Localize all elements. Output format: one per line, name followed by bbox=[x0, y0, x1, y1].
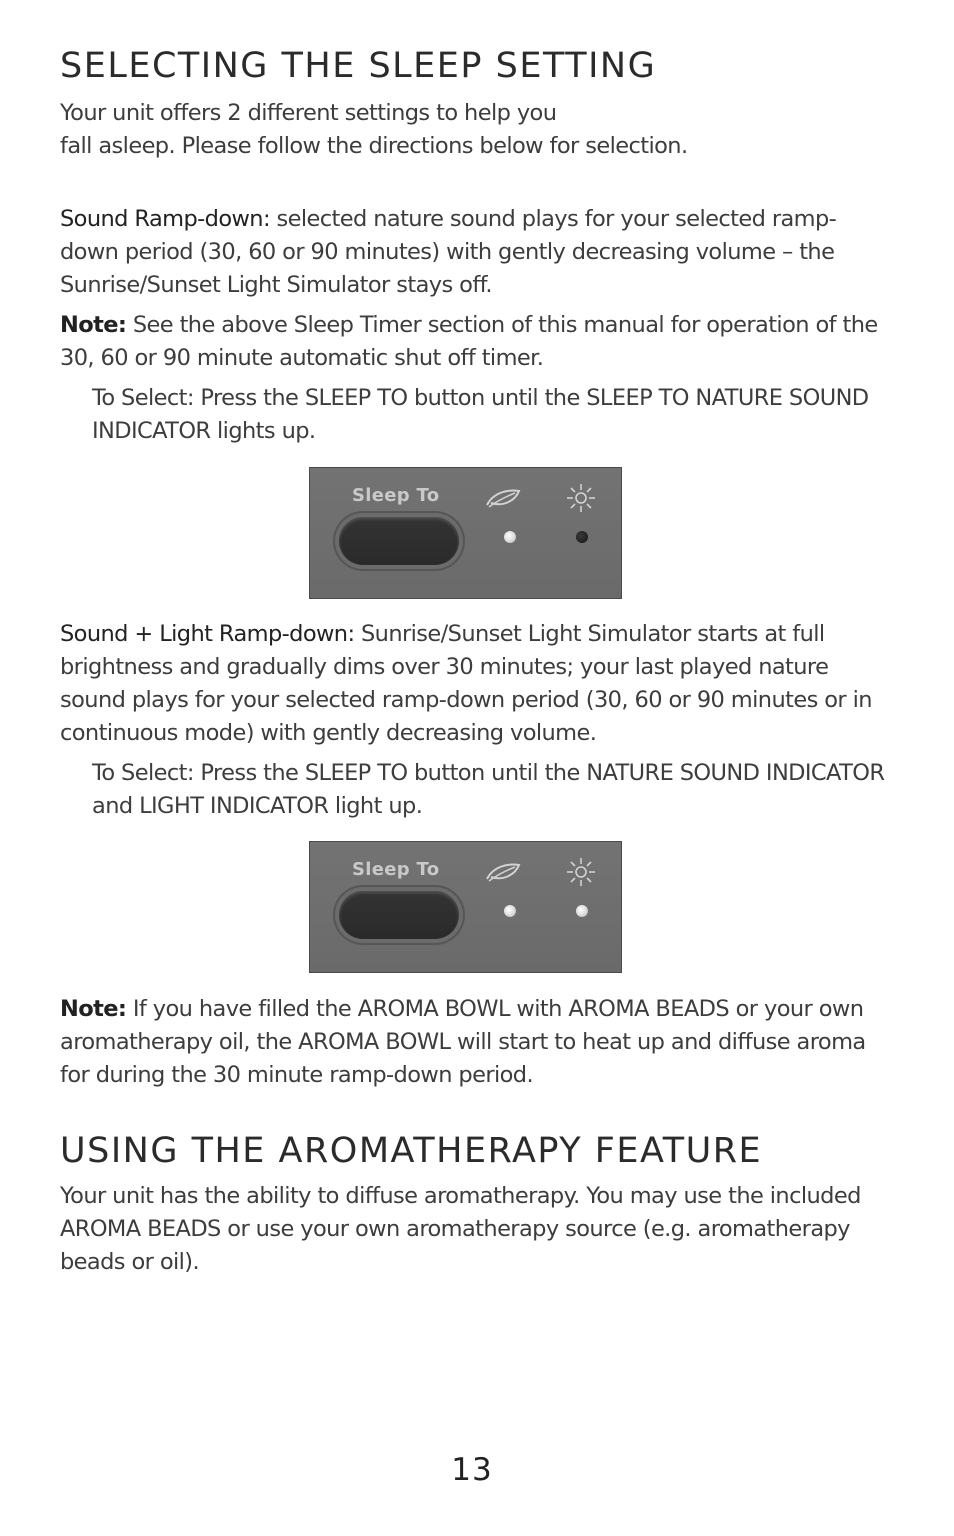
aromatherapy-paragraph: Your unit has the ability to diffuse aromatherapy. You may use the included AROMA BEADS or use your own aromatherapy source (e.g. aromatherapy beads or oil). bbox=[60, 1183, 861, 1275]
sleep-setting-intro bbox=[60, 97, 890, 163]
nature-sound-leaf-icon bbox=[485, 857, 521, 887]
select-instruction-1: To Select: Press the SLEEP TO button until the SLEEP TO NATURE SOUND INDICATOR lights up. bbox=[92, 385, 869, 444]
light-sun-icon bbox=[563, 857, 599, 887]
note-lead: Note: bbox=[60, 996, 127, 1022]
note-text: If you have filled the AROMA BOWL with AROMA BEADS or your own aromatherapy oil, the AROMA BOWL will start to heat up and diffuse aroma for during the 30 minute ramp-down period. bbox=[60, 996, 866, 1088]
sleep-to-label: Sleep To bbox=[352, 859, 440, 880]
sound-light-ramp-down-paragraph bbox=[60, 618, 890, 750]
sound-light-ramp-down-lead: Sound + Light Ramp-down: bbox=[60, 621, 355, 647]
sleep-to-button[interactable] bbox=[339, 517, 459, 565]
light-indicator-led bbox=[576, 905, 588, 917]
intro-line-1: Your unit offers 2 different settings to help you bbox=[60, 100, 557, 126]
sleep-to-panel-2 bbox=[309, 841, 622, 973]
sound-ramp-down-text: selected nature sound plays for your selected ramp-down period (30, 60 or 90 minutes) with gently decreasing volume – the Sunrise/Sunset Light Simulator stays off. bbox=[60, 206, 837, 298]
sound-ramp-down-paragraph bbox=[60, 203, 890, 302]
note-sleep-timer bbox=[60, 309, 890, 375]
sleep-to-button[interactable] bbox=[339, 891, 459, 939]
sleep-to-panel-1 bbox=[309, 467, 622, 599]
sound-ramp-down-lead: Sound Ramp-down: bbox=[60, 206, 270, 232]
page-number: 13 bbox=[451, 1452, 493, 1488]
section-title-sleep-setting: SELECTING THE SLEEP SETTING bbox=[60, 46, 657, 86]
light-sun-icon bbox=[563, 483, 599, 513]
intro-line-2: fall asleep. Please follow the directions below for selection. bbox=[60, 133, 688, 159]
note-text: See the above Sleep Timer section of this manual for operation of the 30, 60 or 90 minute automatic shut off timer. bbox=[60, 312, 878, 371]
sleep-to-label: Sleep To bbox=[352, 485, 440, 506]
nature-sound-indicator-led bbox=[504, 905, 516, 917]
light-indicator-led bbox=[576, 531, 588, 543]
note-lead: Note: bbox=[60, 312, 127, 338]
nature-sound-leaf-icon bbox=[485, 483, 521, 513]
nature-sound-indicator-led bbox=[504, 531, 516, 543]
note-aroma-bowl bbox=[60, 993, 890, 1092]
sound-light-ramp-down-text: Sunrise/Sunset Light Simulator starts at full brightness and gradually dims over 30 minutes; your last played nature sound plays for your selected ramp-down period (30, 60 or 90 minutes or in continuous mode) with gently decreasing volume. bbox=[60, 621, 872, 746]
select-instruction-2: To Select: Press the SLEEP TO button until the NATURE SOUND INDICATOR and LIGHT INDICATOR light up. bbox=[92, 760, 885, 819]
section-title-aromatherapy: USING THE AROMATHERAPY FEATURE bbox=[60, 1131, 763, 1171]
